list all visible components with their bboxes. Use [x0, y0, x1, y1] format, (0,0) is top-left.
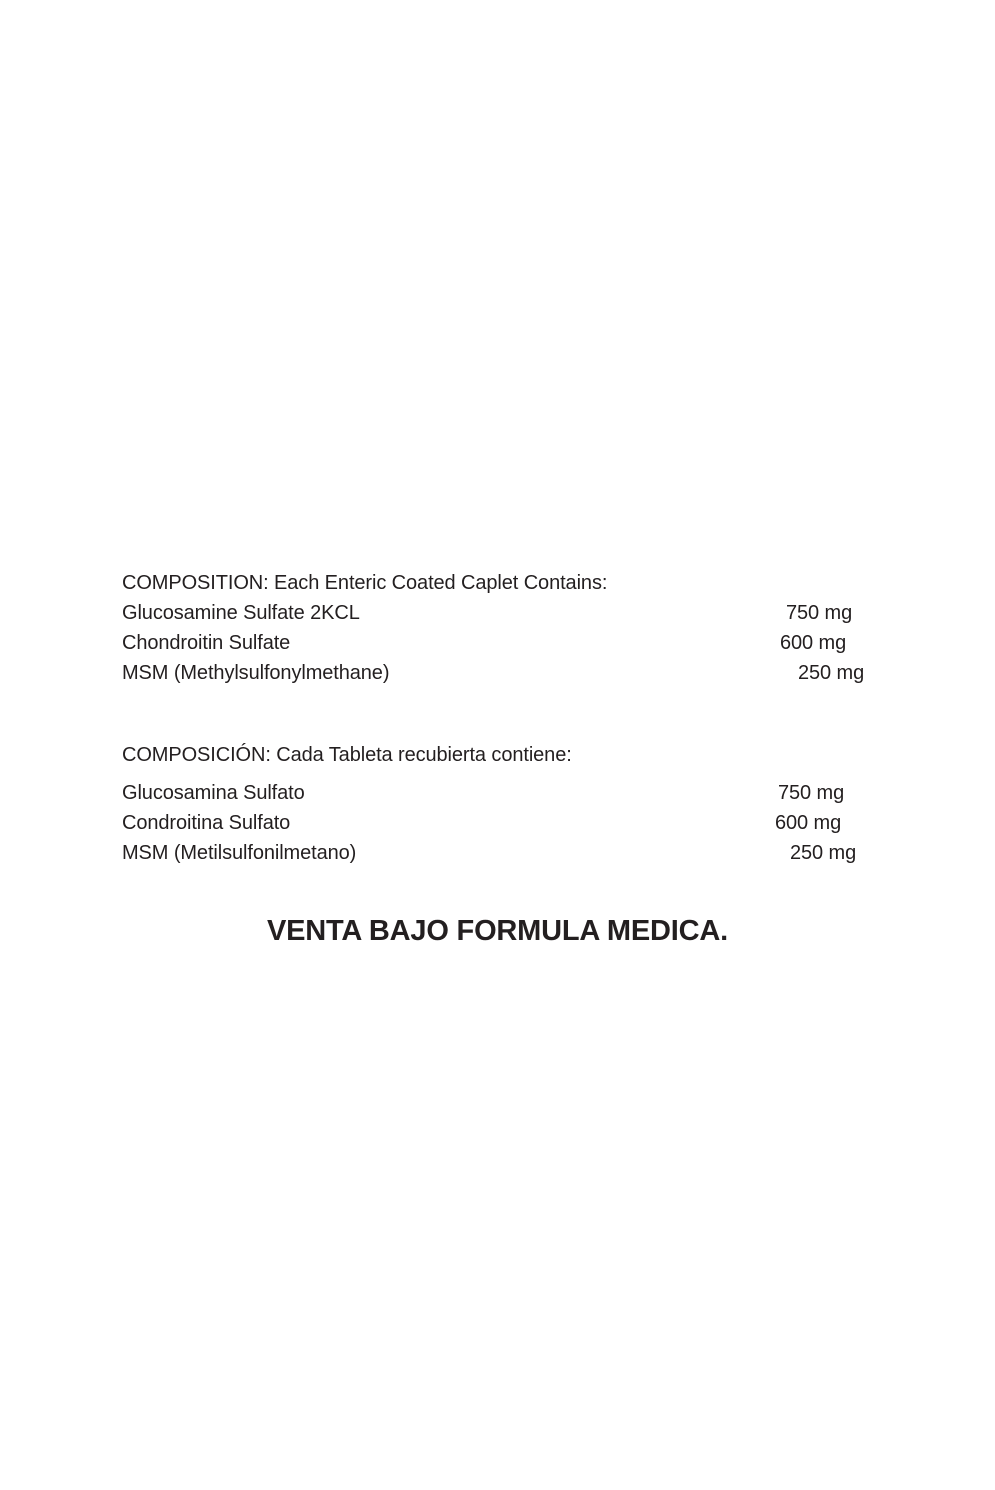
- ingredient-row: [122, 601, 882, 631]
- ingredient-amount: 750 mg: [786, 602, 853, 624]
- composition-spanish: [122, 743, 882, 871]
- ingredient-row: [122, 661, 882, 691]
- composition-heading-english: COMPOSITION: Each Enteric Coated Caplet Contains:: [122, 572, 608, 594]
- ingredient-name: Condroitina Sulfato: [122, 812, 291, 834]
- ingredient-amount: 600 mg: [780, 632, 847, 654]
- ingredient-name: Glucosamina Sulfato: [122, 782, 305, 804]
- ingredient-row: [122, 781, 882, 811]
- ingredient-name: Chondroitin Sulfate: [122, 632, 291, 654]
- ingredient-name: MSM (Metilsulfonilmetano): [122, 842, 357, 864]
- ingredient-name: Glucosamine Sulfate 2KCL: [122, 602, 360, 624]
- ingredient-row: [122, 631, 882, 661]
- ingredient-amount: 250 mg: [798, 662, 865, 684]
- ingredient-amount: 250 mg: [790, 842, 857, 864]
- composition-english: [122, 571, 882, 691]
- ingredient-amount: 600 mg: [775, 812, 842, 834]
- ingredient-row: [122, 811, 882, 841]
- ingredient-amount: 750 mg: [778, 782, 845, 804]
- ingredient-row: [122, 841, 882, 871]
- composition-heading-spanish: COMPOSICIÓN: Cada Tableta recubierta contiene:: [122, 744, 572, 766]
- prescription-notice: VENTA BAJO FORMULA MEDICA.: [267, 915, 728, 947]
- ingredient-name: MSM (Methylsulfonylmethane): [122, 662, 390, 684]
